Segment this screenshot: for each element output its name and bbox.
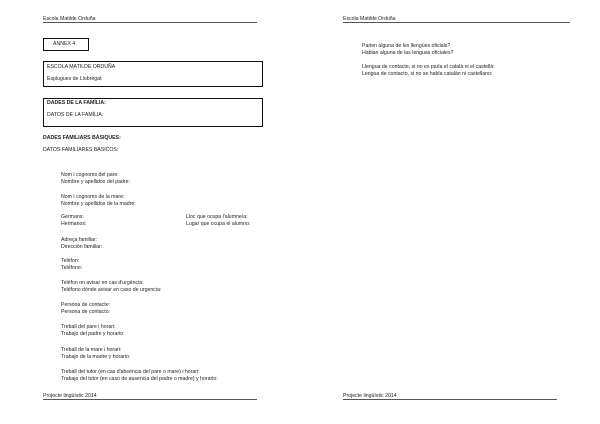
field-label-ca: Nom i cognoms de la mare: [61, 194, 125, 200]
family-title-ca: DADES DE LA FAMÍLIA: [47, 100, 106, 106]
contact-language-ca: Llengua de contacte, si no es parla el català ni el castellà: [362, 64, 495, 70]
contact-language-es: Lengua de contacto, si no se habla catalán ni castellano: [362, 71, 493, 77]
field-label-ca: Germans: [61, 214, 84, 220]
field-label-ca: Treball del pare i horari: [61, 324, 116, 330]
field-label-ca: Telèfon on avisar en cas d'urgència: [61, 280, 144, 286]
page-header: Escola Matilde Orduña [343, 16, 570, 23]
form-field [61, 172, 130, 186]
family-box [43, 98, 263, 127]
field-label-ca: Telèfon: [61, 258, 80, 264]
form-field [61, 280, 161, 294]
basic-title-ca: DADES FAMILIARS BÀSIQUES: [43, 135, 121, 141]
annex-box [43, 38, 89, 51]
form-field [61, 347, 130, 361]
field-label-es: Trabajo de la madre y horario: [61, 354, 131, 360]
page-footer: Projecte lingüístic 2014 [343, 393, 557, 400]
field-label-ca: Adreça familiar: [61, 237, 98, 243]
field-label-ca: Lloc que ocupa l'alumne/a: [186, 214, 248, 220]
question-ca: Parlen alguna de les llengües oficials? [362, 43, 451, 49]
page-header: Escola Matilde Orduña [43, 16, 257, 23]
language-question [362, 43, 453, 57]
field-label-es: Trabajo del tutor (en caso de ausencia del padre o madre) y horario: [61, 376, 218, 382]
field-label-es: Dirección familiar: [61, 244, 103, 250]
family-title-es: DATOS DE LA FAMÍLIA: [47, 112, 104, 118]
field-label-es: Persona de contacto: [61, 309, 111, 315]
field-label-es: Trabajo del padre y horario: [61, 331, 125, 337]
field-label-ca: Treball del tutor (en cas d'absència del pare o mare) i horari: [61, 369, 200, 375]
field-label-ca: Persona de contacte: [61, 302, 111, 308]
form-field [61, 214, 86, 228]
field-label-es: Nombre y apellidos del padre: [61, 179, 130, 185]
field-label-es: Nombre y apellidos de la madre: [61, 201, 136, 207]
annex-label: ANNEX 4 [53, 41, 76, 47]
question-es: Hablan alguna de las lenguas oficiales? [362, 50, 454, 56]
form-field [61, 369, 218, 383]
form-field [61, 237, 102, 251]
form-field [61, 258, 82, 272]
field-label-es: Hermanos: [61, 221, 87, 227]
form-field [61, 302, 110, 316]
place-field [186, 214, 250, 228]
field-label-ca: Treball de la mare i horari: [61, 347, 122, 353]
school-box [43, 61, 263, 87]
field-label-es: Lugar que ocupa el alumno: [186, 221, 251, 227]
school-city: Esplugues de Llobregat [47, 76, 102, 82]
field-label-es: Teléfono dónde avisar en caso de urgencia: [61, 287, 162, 293]
form-field [61, 194, 136, 208]
field-label-ca: Nom i cognoms del pare: [61, 172, 119, 178]
field-label-es: Teléfono: [61, 265, 83, 271]
form-field [61, 324, 125, 338]
contact-language [362, 64, 495, 78]
school-name: ESCOLA MATILDE ORDUÑA [47, 64, 116, 70]
page-footer: Projecte lingüístic 2014 [43, 393, 257, 400]
basic-title-es: DATOS FAMILIARES BÁSICOS: [43, 147, 119, 153]
